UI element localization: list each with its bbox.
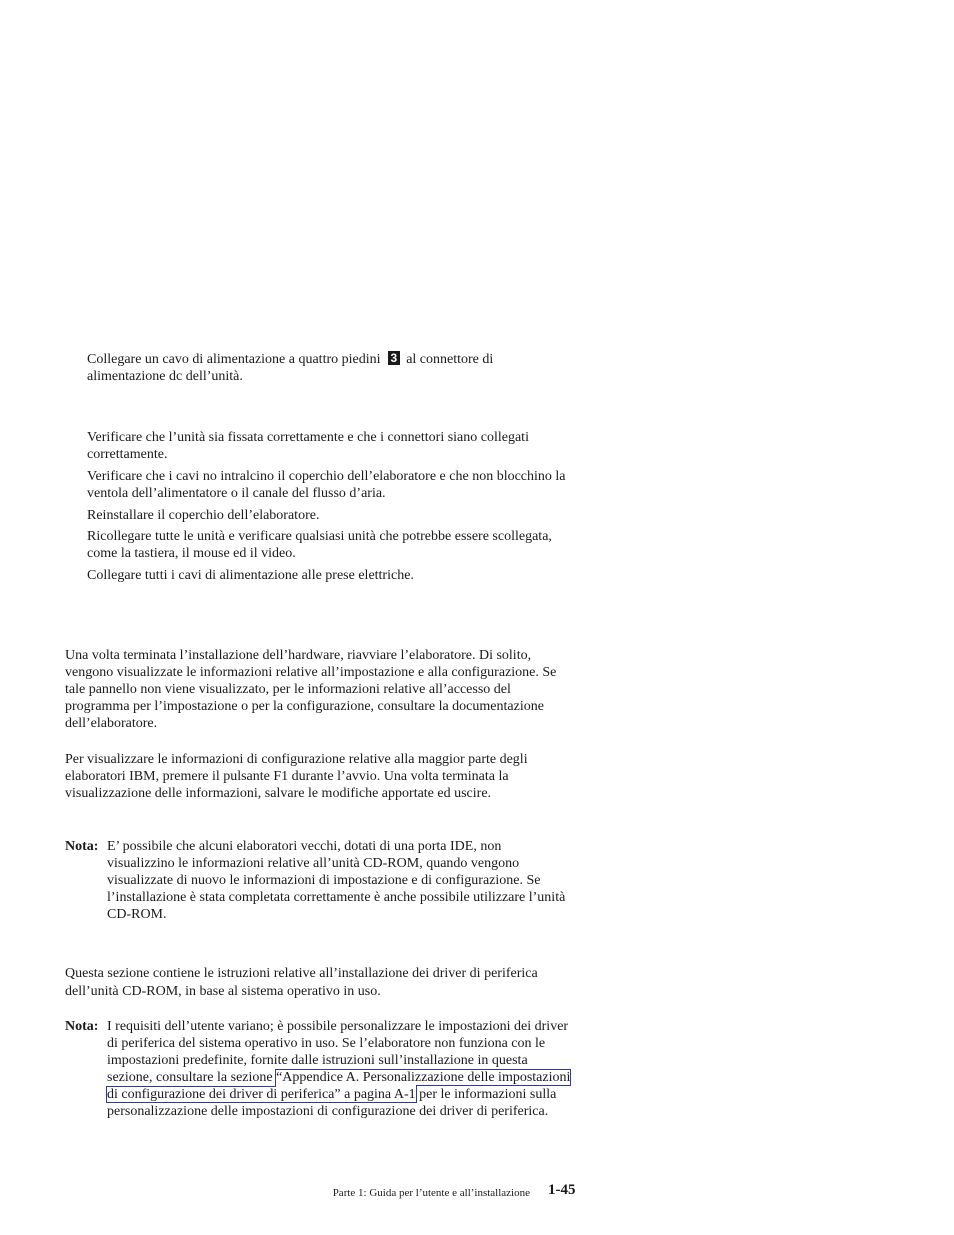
callout-number: 3 [388,351,401,365]
paragraph-f1: Per visualizzare le informazioni di configurazione relative alla maggior parte degli elaboratori IBM, premere il pulsante F1 durante l’avvio. Una volta terminata la visualizzazione delle informazioni, salvare le modifiche apportate ed uscire. [65,752,528,801]
step-reconnect-devices: Ricollegare tutte le unità e verificare qualsiasi unità che potrebbe essere scollegata, come la tastiera, il mouse ed il video. [87,529,552,561]
footer-title: Parte 1: Guida per l’utente e all’installazione [332,1187,530,1199]
step-text: Collegare un cavo di alimentazione a quattro piedini [87,352,381,367]
step-connect-power: Collegare tutti i cavi di alimentazione alle prese elettriche. [87,568,414,583]
note-label: Nota: [65,839,99,854]
paragraph-restart: Una volta terminata l’installazione dell’hardware, riavviare l’elaboratore. Di solito, vengono visualizzate le informazioni relative all’impostazione e alla configurazione. Se tale pannello non viene visualizzato, per le informazioni relative all’accesso del programma per l’impostazione o per la configurazione, consultare la documentazione dell’elaboratore. [65,648,557,731]
note-requirements [107,1018,572,1120]
note-text: I requisiti dell’utente variano; è possibile personalizzare le impostazioni dei driver di periferica del sistema operativo in uso. Se l’elaboratore non funziona con le impostazioni predefinite, fornite dalle istruzioni sull’installazione in questa sezione, consultare la sezione [107,1019,569,1085]
appendix-a-link[interactable]: “Appendice A. Personalizzazione delle impostazioni di configurazione dei driver di periferica” a pagina A-1 [107,1070,571,1102]
step-text: al connettore di alimentazione dc dell’unità. [87,352,494,384]
page-number: 1-45 [548,1182,576,1198]
note-label: Nota: [65,1019,99,1034]
step-verify-cables: Verificare che i cavi no intralcino il coperchio dell’elaboratore e che non blocchino la ventola dell’alimentatore o il canale del flusso d’aria. [87,469,566,501]
step-reinstall-cover: Reinstallare il coperchio dell’elaboratore. [87,508,320,523]
note-text: per le informazioni sulla personalizzazione delle impostazioni di configurazione dei driver di periferica. [107,1087,557,1119]
step-verify-unit: Verificare che l’unità sia fissata correttamente e che i connettori siano collegati correttamente. [87,430,529,462]
paragraph-drivers: Questa sezione contiene le istruzioni relative all’installazione dei driver di periferica dell’unità CD-ROM, in base al sistema operativo in uso. [65,966,538,999]
step-connect-power-cable [87,351,567,385]
note-ide: E’ possibile che alcuni elaboratori vecchi, dotati di una porta IDE, non visualizzino le informazioni relative all’unità CD-ROM, quando vengono visualizzate di nuovo le informazioni di impostazione e di configurazione. Se l’installazione è stata completata correttamente è anche possibile utilizzare l’unità CD-ROM. [107,839,566,922]
